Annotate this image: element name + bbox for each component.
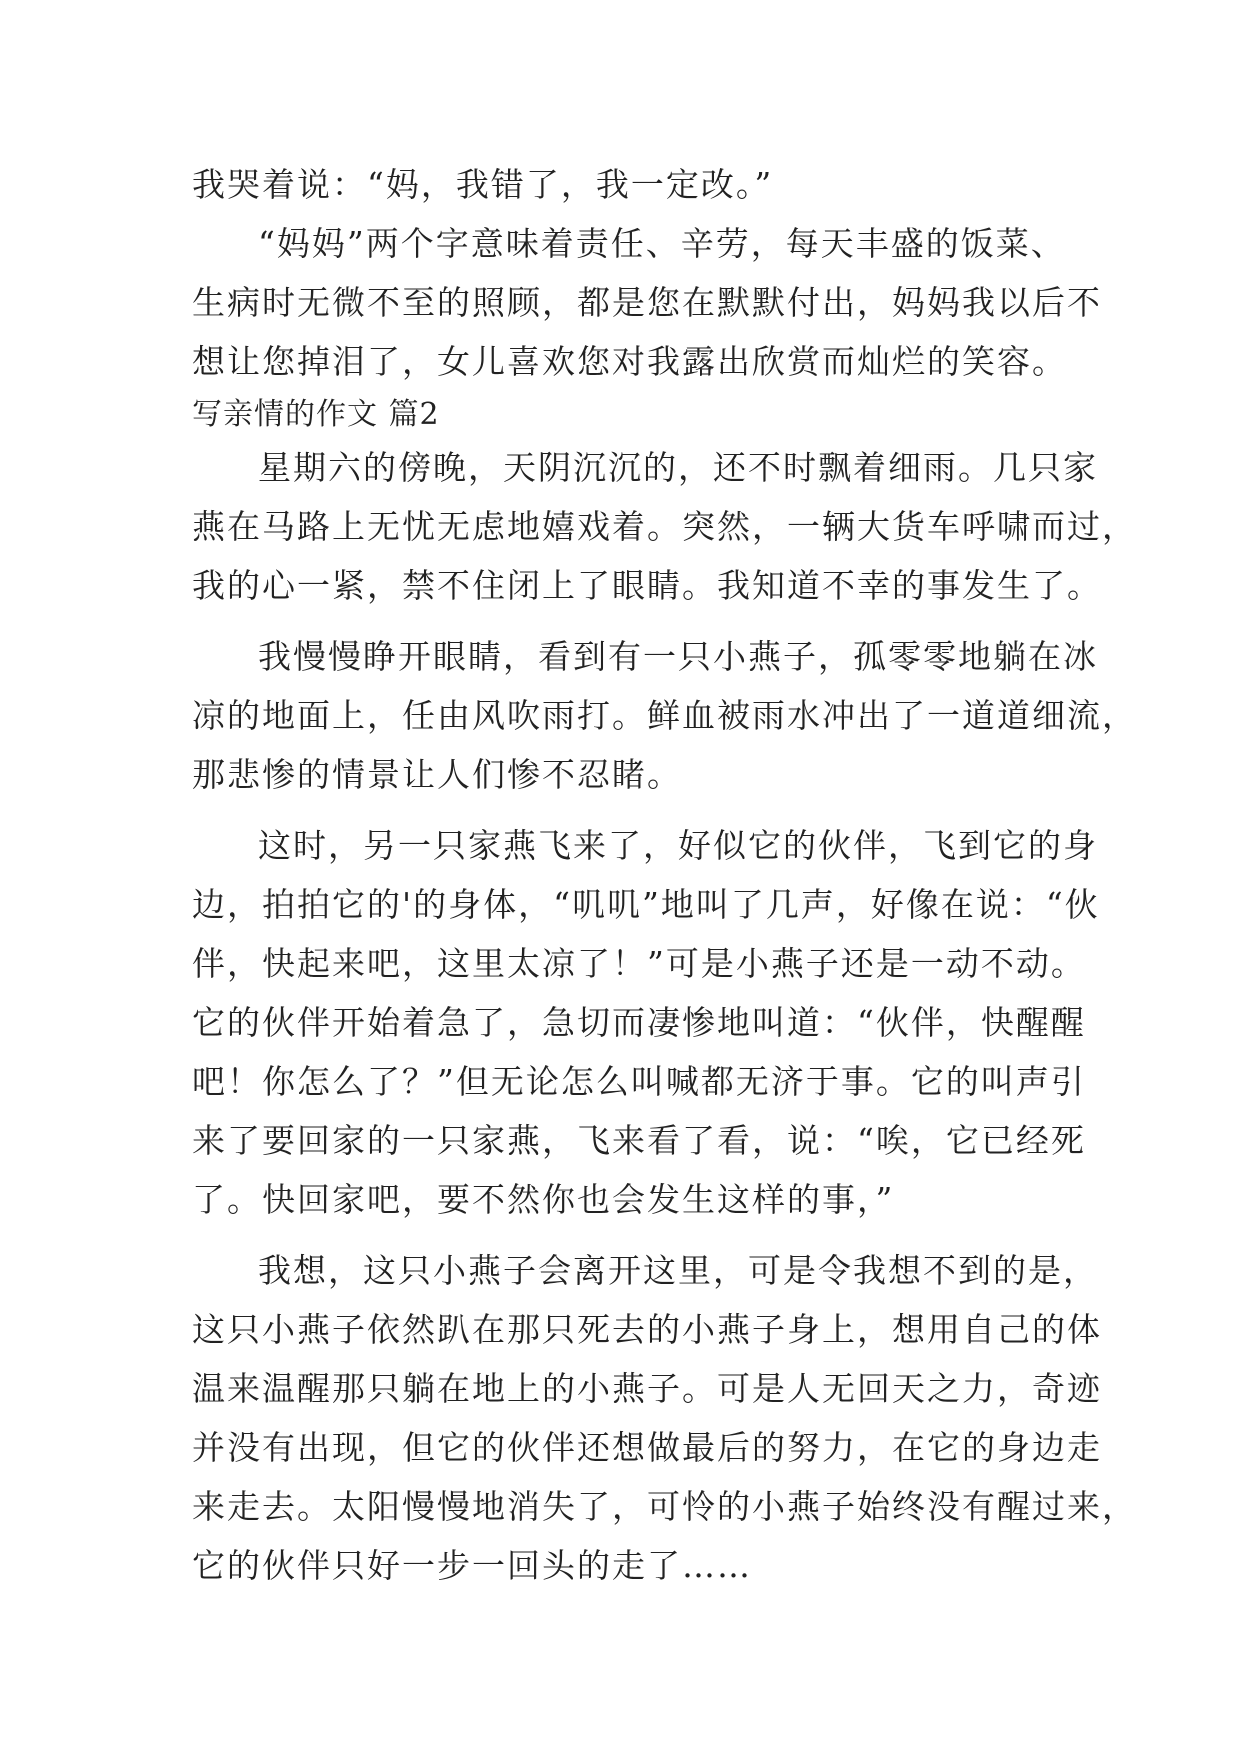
text-line: 伴，快起来吧，这里太凉了！”可是小燕子还是一动不动。 — [192, 944, 1086, 983]
text-line: 来走去。太阳慢慢地消失了，可怜的小燕子始终没有醒过来， — [192, 1487, 1137, 1526]
text-line: 燕在马路上无忧无虑地嬉戏着。突然，一辆大货车呼啸而过， — [192, 507, 1137, 546]
text-line: 凉的地面上，任由风吹雨打。鲜血被雨水冲出了一道道细流， — [192, 696, 1137, 735]
text-line: 边，拍拍它的'的身体，“叽叽”地叫了几声，好像在说：“伙 — [192, 885, 1100, 924]
document-body — [192, 155, 1137, 1595]
text-line: 生病时无微不至的照顾，都是您在默默付出，妈妈我以后不 — [192, 283, 1102, 322]
text-line: 温来温醒那只躺在地上的小燕子。可是人无回天之力，奇迹 — [192, 1369, 1102, 1408]
text-line: 那悲惨的情景让人们惨不忍睹。 — [192, 755, 682, 794]
text-line: 吧！你怎么了？”但无论怎么叫喊都无济于事。它的叫声引 — [192, 1062, 1086, 1101]
text-line: 想让您掉泪了，女儿喜欢您对我露出欣赏而灿烂的笑容。 — [192, 342, 1067, 381]
text-line: 我慢慢睁开眼睛，看到有一只小燕子，孤零零地躺在冰 — [258, 637, 1098, 676]
text-line: 了。快回家吧，要不然你也会发生这样的事，” — [192, 1180, 895, 1219]
text-line: 这时，另一只家燕飞来了，好似它的伙伴，飞到它的身 — [258, 826, 1098, 865]
text-line: 并没有出现，但它的伙伴还想做最后的努力，在它的身边走 — [192, 1428, 1102, 1467]
text-line: 它的伙伴只好一步一回头的走了…… — [192, 1546, 752, 1585]
text-line: 我的心一紧，禁不住闭上了眼睛。我知道不幸的事发生了。 — [192, 566, 1102, 605]
text-line: 我想，这只小燕子会离开这里，可是令我想不到的是， — [258, 1251, 1098, 1290]
text-line: 星期六的傍晚，天阴沉沉的，还不时飘着细雨。几只家 — [258, 448, 1098, 487]
section-heading: 写亲情的作文 篇2 — [192, 397, 440, 432]
text-line: “妈妈”两个字意味着责任、辛劳，每天丰盛的饭菜、 — [258, 224, 1066, 263]
text-line: 我哭着说：“妈，我错了，我一定改。” — [192, 165, 774, 204]
text-line: 这只小燕子依然趴在那只死去的小燕子身上，想用自己的体 — [192, 1310, 1102, 1349]
text-line: 它的伙伴开始着急了，急切而凄惨地叫道：“伙伴，快醒醒 — [192, 1003, 1086, 1042]
text-line: 来了要回家的一只家燕，飞来看了看，说：“唉，它已经死 — [192, 1121, 1086, 1160]
